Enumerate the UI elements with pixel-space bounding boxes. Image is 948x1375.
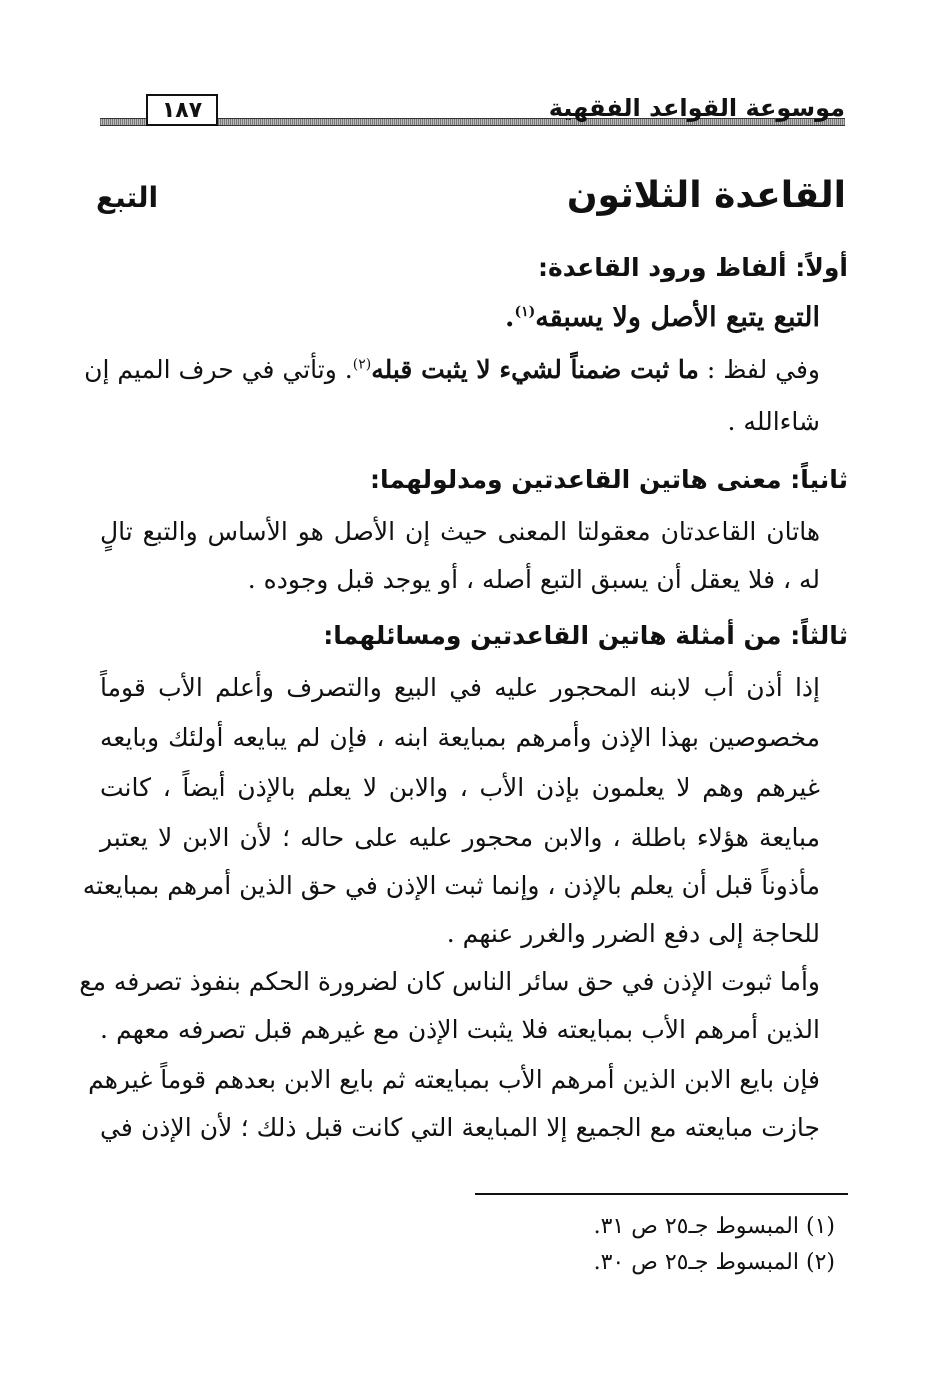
example-line-2: مخصوصين بهذا الإذن وأمرهم بمبايعة ابنه ، فإن لم يبايعه أولئك وبايعه (100, 723, 820, 752)
example-line-5: مأذوناً قبل أن يعلم بالإذن ، وإنما ثبت الإذن في حق الذين أمرهم بمبايعته (82, 871, 820, 900)
rule-statement-1-end: . (505, 302, 515, 333)
example-line-6: للحاجة إلى دفع الضرر والغرر عنهم . (446, 919, 820, 948)
rule-statement-2-suffix: . وتأتي في حرف الميم إن (84, 355, 353, 384)
rule-statement-2 (84, 346, 820, 394)
footnote-ref-1: (١) (514, 304, 536, 320)
rule-statement-2-bold: ما ثبت ضمناً لشيء لا يثبت قبله (371, 355, 699, 384)
example-line-10: جازت مبايعته مع الجميع إلا المبايعة التي كانت قبل ذلك ؛ لأن الإذن في (100, 1113, 820, 1142)
page-number: ١٨٧ (146, 94, 218, 126)
section-heading-3: ثالثاً: من أمثلة هاتين القاعدتين ومسائلهما: (323, 621, 848, 650)
example-line-9: فإن بايع الابن الذين أمرهم الأب بمبايعته ثم بايع الابن بعدهم قوماً غيرهم (88, 1065, 820, 1094)
footnote-divider (475, 1193, 848, 1195)
rule-title: القاعدة الثلاثون (566, 175, 846, 216)
page-header (100, 92, 845, 134)
meaning-line-2: له ، فلا يعقل أن يسبق التبع أصله ، أو يوجد قبل وجوده . (247, 565, 820, 594)
rule-statement-1-text: التبع يتبع الأصل ولا يسبقه (535, 302, 820, 333)
rule-statement-1 (100, 294, 820, 342)
example-line-3: غيرهم وهم لا يعلمون بإذن الأب ، والابن لا يعلم بالإذن أيضاً ، كانت (100, 773, 820, 802)
rule-statement-2-prefix: وفي لفظ : (706, 355, 820, 384)
footnote-1: (١) المبسوط جـ٢٥ ص ٣١. (593, 1214, 835, 1239)
footnote-2: (٢) المبسوط جـ٢٥ ص ٣٠. (593, 1250, 835, 1275)
example-line-8: الذين أمرهم الأب بمبايعته فلا يثبت الإذن مع غيرهم قبل تصرفه معهم . (100, 1015, 820, 1044)
book-title: موسوعة القواعد الفقهية (548, 94, 845, 122)
rule-statement-3: شاءالله . (727, 407, 820, 436)
section-heading-1: أولاً: ألفاظ ورود القاعدة: (537, 253, 848, 282)
rule-keyword: التبع (96, 181, 159, 214)
example-line-1: إذا أذن أب لابنه المحجور عليه في البيع والتصرف وأعلم الأب قوماً (100, 673, 820, 702)
section-heading-2: ثانياً: معنى هاتين القاعدتين ومدلولهما: (370, 465, 848, 494)
example-line-4: مبايعة هؤلاء باطلة ، والابن محجور عليه على حاله ؛ لأن الابن لا يعتبر (100, 823, 820, 852)
example-line-7: وأما ثبوت الإذن في حق سائر الناس كان لضرورة الحكم بنفوذ تصرفه مع (79, 967, 820, 996)
meaning-line-1: هاتان القاعدتان معقولتا المعنى حيث إن الأصل هو الأساس والتبع تالٍ (100, 517, 820, 546)
footnote-ref-2: (٢) (352, 356, 372, 373)
